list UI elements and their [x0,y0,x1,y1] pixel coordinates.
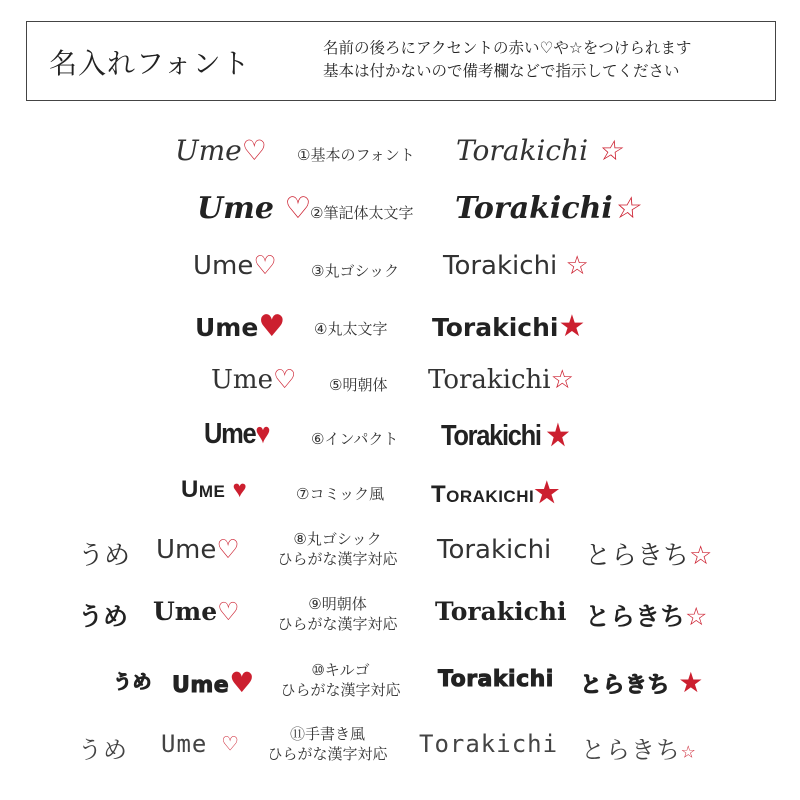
sample-ume-text: Ume [181,476,226,503]
sample-ume-text: Ume [193,251,254,281]
sample-torakichi [443,251,589,281]
font-label: ④丸太文字 [314,320,388,338]
sample-torakichi [431,476,560,509]
heart-icon: ♥ [232,476,248,503]
font-label: ⑤明朝体 [329,376,388,394]
sample-torakichi [428,365,574,395]
heart-icon: ♡ [284,191,312,226]
sample-ume [156,535,240,565]
star-icon: ☆ [681,736,697,764]
header-note-line1: 名前の後ろにアクセントの赤い♡や☆をつけられます [323,39,692,57]
heart-icon: ♡ [216,535,240,565]
sample-kana-torakichi [585,535,712,572]
star-icon: ☆ [565,251,589,281]
sample-torakichi: Torakichi [437,535,552,565]
font-label: ②筆記体太文字 [310,204,414,222]
sample-torakichi: Torakichi [438,667,554,692]
sample-ume [193,251,277,281]
sample-ume [211,365,296,395]
sample-ume-text: Ume [156,535,217,565]
sample-kana-ume: うめ [78,602,129,631]
sample-ume-text: Ume [172,673,230,698]
header-note-line2: 基本は付かないので備考欄などで指示してください [323,62,680,80]
heart-icon: ♥ [255,418,270,450]
font-label-line2: ひらがな漢字対応 [277,615,398,633]
sample-ume [195,309,285,344]
font-label: ③丸ゴシック [311,262,400,280]
heart-icon: ♡ [217,597,240,626]
font-label-line1: ⑪手書き風 [289,725,365,743]
font-label [268,660,413,700]
sample-torakichi-text: Torakichi [431,481,535,508]
font-label-line1: ⑩キルゴ [311,661,370,679]
sample-kana-text: とらきち [580,673,671,698]
sample-torakichi: Torakichi [419,730,559,758]
header-box [26,21,776,101]
header-title: 名入れフォント [49,47,251,80]
star-icon: ★ [558,309,586,344]
font-label [255,724,400,764]
heart-icon: ♡ [272,365,297,395]
sample-ume-text: Ume [161,730,208,758]
star-icon: ☆ [685,602,708,631]
sample-ume-text: Ume [211,365,273,395]
font-label-line2: ひらがな漢字対応 [277,550,398,568]
font-label-line2: ひらがな漢字対応 [267,745,388,763]
sample-ume [175,134,267,167]
sample-ume-text: Ume [197,191,274,226]
font-label [265,529,410,569]
heart-icon: ♥ [258,309,286,344]
star-icon: ★ [678,666,704,699]
sample-kana-torakichi [585,597,707,633]
font-label-line1: ⑧丸ゴシック [293,530,382,548]
sample-kana-text: とらきち [581,736,681,764]
sample-torakichi-text: Torakichi [441,420,541,452]
sample-torakichi: Torakichi [435,597,567,626]
heart-icon: ♥ [229,666,255,699]
sample-ume [181,476,247,504]
sample-ume [197,191,311,226]
font-label: ⑥インパクト [311,430,399,448]
font-label: ①基本のフォント [297,146,415,164]
sample-ume-text: Ume [204,418,256,450]
sample-ume [153,597,240,626]
sample-kana-torakichi [581,730,696,765]
star-icon: ★ [534,477,560,508]
sample-kana-ume: うめ [78,541,131,571]
sample-kana-ume: うめ [113,671,153,693]
sample-torakichi-text: Torakichi [432,313,559,342]
font-label: ⑦コミック風 [296,485,385,503]
sample-kana-text: とらきち [585,602,686,631]
font-label [265,594,410,634]
sample-ume-text: Ume [175,134,242,167]
sample-torakichi-text: Torakichi [456,134,589,167]
sample-kana-ume: うめ [78,736,128,764]
star-icon: ☆ [596,134,623,167]
heart-icon: ♡ [222,730,239,758]
heart-icon: ♡ [253,251,277,281]
sample-ume [172,666,255,699]
sample-ume-text: Ume [153,597,218,626]
sample-torakichi-text: Torakichi [455,191,613,226]
header-note [323,37,691,83]
sample-torakichi [456,134,622,167]
sample-ume [161,730,238,758]
star-icon: ★ [546,420,569,452]
sample-torakichi-text: Torakichi [443,251,558,281]
sample-torakichi-text: Torakichi [428,365,551,395]
star-icon: ☆ [689,541,713,571]
heart-icon: ♡ [241,134,267,167]
star-icon: ☆ [612,191,640,226]
sample-torakichi [441,418,568,453]
sample-torakichi [432,309,585,344]
sample-ume-text: Ume [195,313,259,342]
sample-kana-torakichi [580,666,704,699]
sample-torakichi [455,191,640,226]
font-label-line1: ⑨明朝体 [308,595,367,613]
font-label-line2: ひらがな漢字対応 [280,681,401,699]
star-icon: ☆ [550,365,574,395]
sample-ume [204,418,269,451]
sample-kana-text: とらきち [585,541,690,571]
